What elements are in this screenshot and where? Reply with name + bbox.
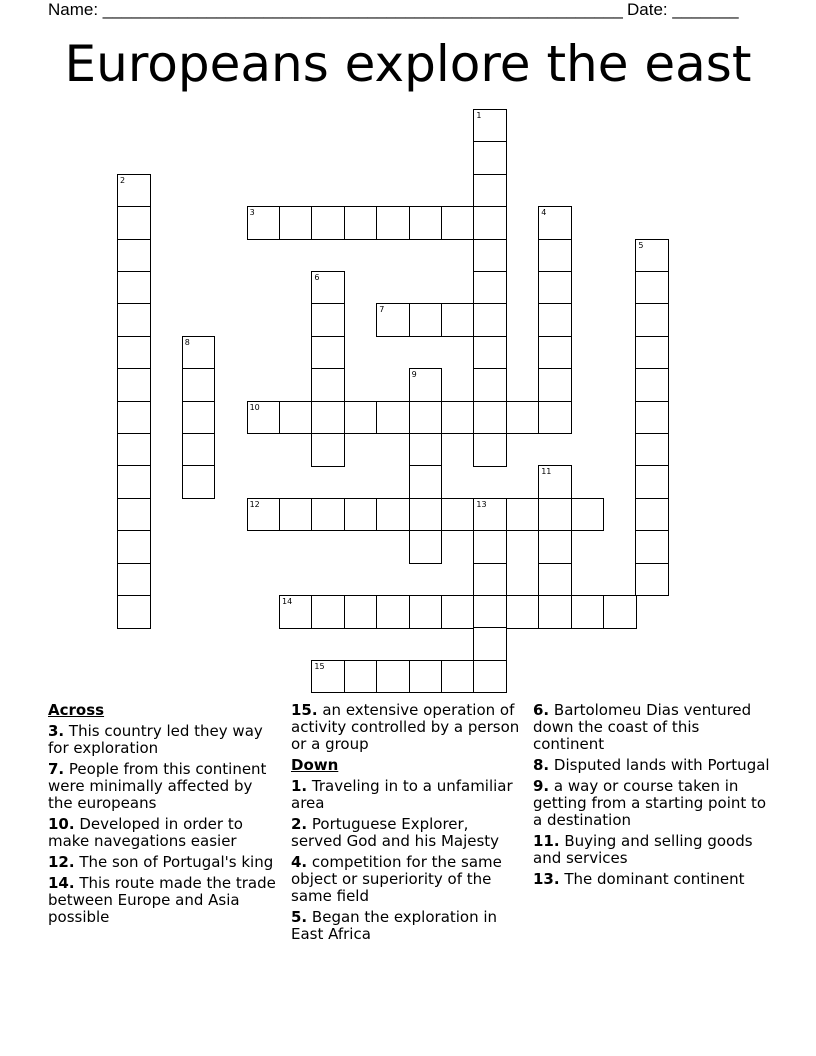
down-clue-8: 8. Disputed lands with Portugal: [533, 756, 770, 774]
grid-cell[interactable]: [344, 206, 378, 240]
clue-number: 10: [249, 402, 260, 412]
grid-cell[interactable]: [279, 401, 313, 435]
grid-cell[interactable]: [311, 368, 345, 402]
grid-cell[interactable]: [311, 206, 345, 240]
clues-column-1: [48, 702, 276, 930]
down-clue-6: 6. Bartolomeu Dias ventured down the coast of this continent: [533, 701, 752, 753]
grid-cell[interactable]: [538, 303, 572, 337]
grid-cell[interactable]: [506, 401, 540, 435]
across-clue-15: 15. an extensive operation of activity controlled by a person or a group: [291, 701, 520, 753]
grid-cell[interactable]: [473, 141, 507, 175]
grid-cell[interactable]: [473, 271, 507, 305]
grid-cell[interactable]: [409, 465, 443, 499]
grid-cell[interactable]: [603, 595, 637, 629]
grid-cell[interactable]: [117, 336, 151, 370]
down-clue-13: 13. The dominant continent: [533, 870, 745, 888]
grid-cell[interactable]: [182, 336, 216, 370]
grid-cell[interactable]: [117, 271, 151, 305]
grid-cell[interactable]: [409, 206, 443, 240]
date-field[interactable]: Date: _______: [627, 0, 739, 19]
grid-cell[interactable]: [635, 271, 669, 305]
grid-cell[interactable]: [376, 660, 410, 694]
grid-cell[interactable]: [117, 433, 151, 467]
name-field[interactable]: Name: _______________________________________________________: [48, 0, 623, 19]
clue-number: 13: [476, 499, 487, 509]
grid-cell[interactable]: [311, 660, 345, 694]
grid-cell[interactable]: [117, 595, 151, 629]
grid-cell[interactable]: [182, 368, 216, 402]
grid-cell[interactable]: [117, 368, 151, 402]
grid-cell[interactable]: [311, 433, 345, 467]
grid-cell[interactable]: [473, 303, 507, 337]
grid-cell[interactable]: [311, 595, 345, 629]
grid-cell[interactable]: [635, 563, 669, 597]
grid-cell[interactable]: [311, 498, 345, 532]
grid-cell[interactable]: [473, 239, 507, 273]
grid-cell[interactable]: [344, 595, 378, 629]
grid-cell[interactable]: [506, 595, 540, 629]
grid-cell[interactable]: [441, 206, 475, 240]
grid-cell[interactable]: [635, 530, 669, 564]
grid-cell[interactable]: [247, 498, 281, 532]
down-heading: Down: [291, 756, 339, 774]
down-clue-1: 1. Traveling in to a unfamiliar area: [291, 777, 513, 812]
grid-cell[interactable]: [473, 595, 507, 629]
puzzle-title: Europeans explore the east: [64, 35, 752, 93]
across-clue-7: 7. People from this continent were minimally affected by the europeans: [48, 760, 267, 812]
grid-cell[interactable]: [538, 368, 572, 402]
across-clue-12: 12. The son of Portugal's king: [48, 853, 274, 871]
grid-cell[interactable]: [473, 498, 507, 532]
grid-cell[interactable]: [635, 401, 669, 435]
grid-cell[interactable]: [279, 498, 313, 532]
grid-cell[interactable]: [311, 401, 345, 435]
grid-cell[interactable]: [473, 530, 507, 564]
clue-number: 11: [541, 467, 552, 477]
grid-cell[interactable]: [117, 465, 151, 499]
grid-cell[interactable]: [635, 368, 669, 402]
grid-cell[interactable]: [571, 595, 605, 629]
down-clue-5: 5. Began the exploration in East Africa: [291, 908, 498, 943]
grid-cell[interactable]: [441, 401, 475, 435]
grid-cell[interactable]: [441, 498, 475, 532]
grid-cell[interactable]: [473, 368, 507, 402]
grid-cell[interactable]: [409, 368, 443, 402]
grid-cell[interactable]: [409, 433, 443, 467]
clue-number: 6: [314, 273, 320, 282]
grid-cell[interactable]: [376, 303, 410, 337]
clue-number: 3: [249, 208, 255, 218]
grid-cell[interactable]: [473, 336, 507, 370]
grid-cell[interactable]: [311, 303, 345, 337]
grid-cell[interactable]: [538, 336, 572, 370]
grid-cell[interactable]: [409, 660, 443, 694]
grid-cell[interactable]: [473, 401, 507, 435]
across-clue-10: 10. Developed in order to make navegations easier: [48, 815, 243, 850]
clue-number: 7: [379, 305, 385, 315]
grid-cell[interactable]: [409, 530, 443, 564]
grid-cell[interactable]: [344, 401, 378, 435]
grid-cell[interactable]: [311, 271, 345, 305]
grid-cell[interactable]: [571, 498, 605, 532]
grid-cell[interactable]: [247, 401, 281, 435]
grid-cell[interactable]: [117, 303, 151, 337]
grid-cell[interactable]: [473, 433, 507, 467]
grid-cell[interactable]: [182, 433, 216, 467]
grid-cell[interactable]: [538, 530, 572, 564]
grid-cell[interactable]: [635, 336, 669, 370]
grid-cell[interactable]: [409, 303, 443, 337]
clue-number: 1: [476, 111, 482, 120]
grid-cell[interactable]: [311, 336, 345, 370]
grid-cell[interactable]: [538, 498, 572, 532]
grid-cell[interactable]: [117, 498, 151, 532]
clues-column-3: [533, 702, 773, 892]
down-clue-11: 11. Buying and selling goods and services: [533, 832, 753, 867]
grid-cell[interactable]: [117, 563, 151, 597]
grid-cell[interactable]: [538, 271, 572, 305]
grid-cell[interactable]: [473, 109, 507, 143]
grid-cell[interactable]: [279, 595, 313, 629]
grid-cell[interactable]: [376, 498, 410, 532]
grid-cell[interactable]: [279, 206, 313, 240]
grid-cell[interactable]: [635, 498, 669, 532]
grid-cell[interactable]: [182, 401, 216, 435]
grid-cell[interactable]: [635, 465, 669, 499]
grid-cell[interactable]: [538, 401, 572, 435]
clue-number: 8: [184, 337, 190, 347]
grid-cell[interactable]: [441, 303, 475, 337]
clue-number: 9: [411, 370, 417, 380]
grid-cell[interactable]: [376, 206, 410, 240]
grid-cell[interactable]: [635, 239, 669, 273]
grid-cell[interactable]: [473, 174, 507, 208]
grid-cell[interactable]: [538, 465, 572, 499]
clue-number: 2: [120, 175, 126, 185]
grid-cell[interactable]: [344, 498, 378, 532]
grid-cell[interactable]: [376, 401, 410, 435]
across-clue-3: 3. This country led they way for exploration: [48, 722, 263, 757]
grid-cell[interactable]: [247, 206, 281, 240]
down-clue-4: 4. competition for the same object or superiority of the same field: [291, 853, 502, 905]
grid-cell[interactable]: [635, 303, 669, 337]
grid-cell[interactable]: [473, 206, 507, 240]
grid-cell[interactable]: [117, 239, 151, 273]
clues-column-2: [291, 702, 523, 947]
grid-cell[interactable]: [635, 433, 669, 467]
grid-cell[interactable]: [538, 595, 572, 629]
grid-cell[interactable]: [473, 627, 507, 661]
clue-number: 15: [314, 661, 325, 671]
grid-cell[interactable]: [376, 595, 410, 629]
grid-cell[interactable]: [473, 563, 507, 597]
grid-cell[interactable]: [538, 206, 572, 240]
clue-number: 12: [249, 499, 260, 509]
clue-number: 5: [638, 240, 644, 250]
grid-cell[interactable]: [117, 174, 151, 208]
across-clue-14: 14. This route made the trade between Europe and Asia possible: [48, 874, 276, 926]
grid-cell[interactable]: [538, 239, 572, 273]
clue-number: 4: [541, 208, 547, 218]
down-clue-9: 9. a way or course taken in getting from a starting point to a destination: [533, 777, 767, 829]
grid-cell[interactable]: [409, 498, 443, 532]
grid-cell[interactable]: [538, 563, 572, 597]
across-heading: Across: [48, 701, 105, 719]
down-clue-2: 2. Portuguese Explorer, served God and his Majesty: [291, 815, 500, 850]
grid-cell[interactable]: [344, 660, 378, 694]
grid-cell[interactable]: [441, 660, 475, 694]
grid-cell[interactable]: [117, 530, 151, 564]
grid-cell[interactable]: [117, 206, 151, 240]
grid-cell[interactable]: [506, 498, 540, 532]
clue-number: 14: [282, 597, 293, 606]
grid-cell[interactable]: [117, 401, 151, 435]
grid-cell[interactable]: [473, 660, 507, 694]
grid-cell[interactable]: [441, 595, 475, 629]
grid-cell[interactable]: [409, 595, 443, 629]
grid-cell[interactable]: [182, 465, 216, 499]
grid-cell[interactable]: [409, 401, 443, 435]
